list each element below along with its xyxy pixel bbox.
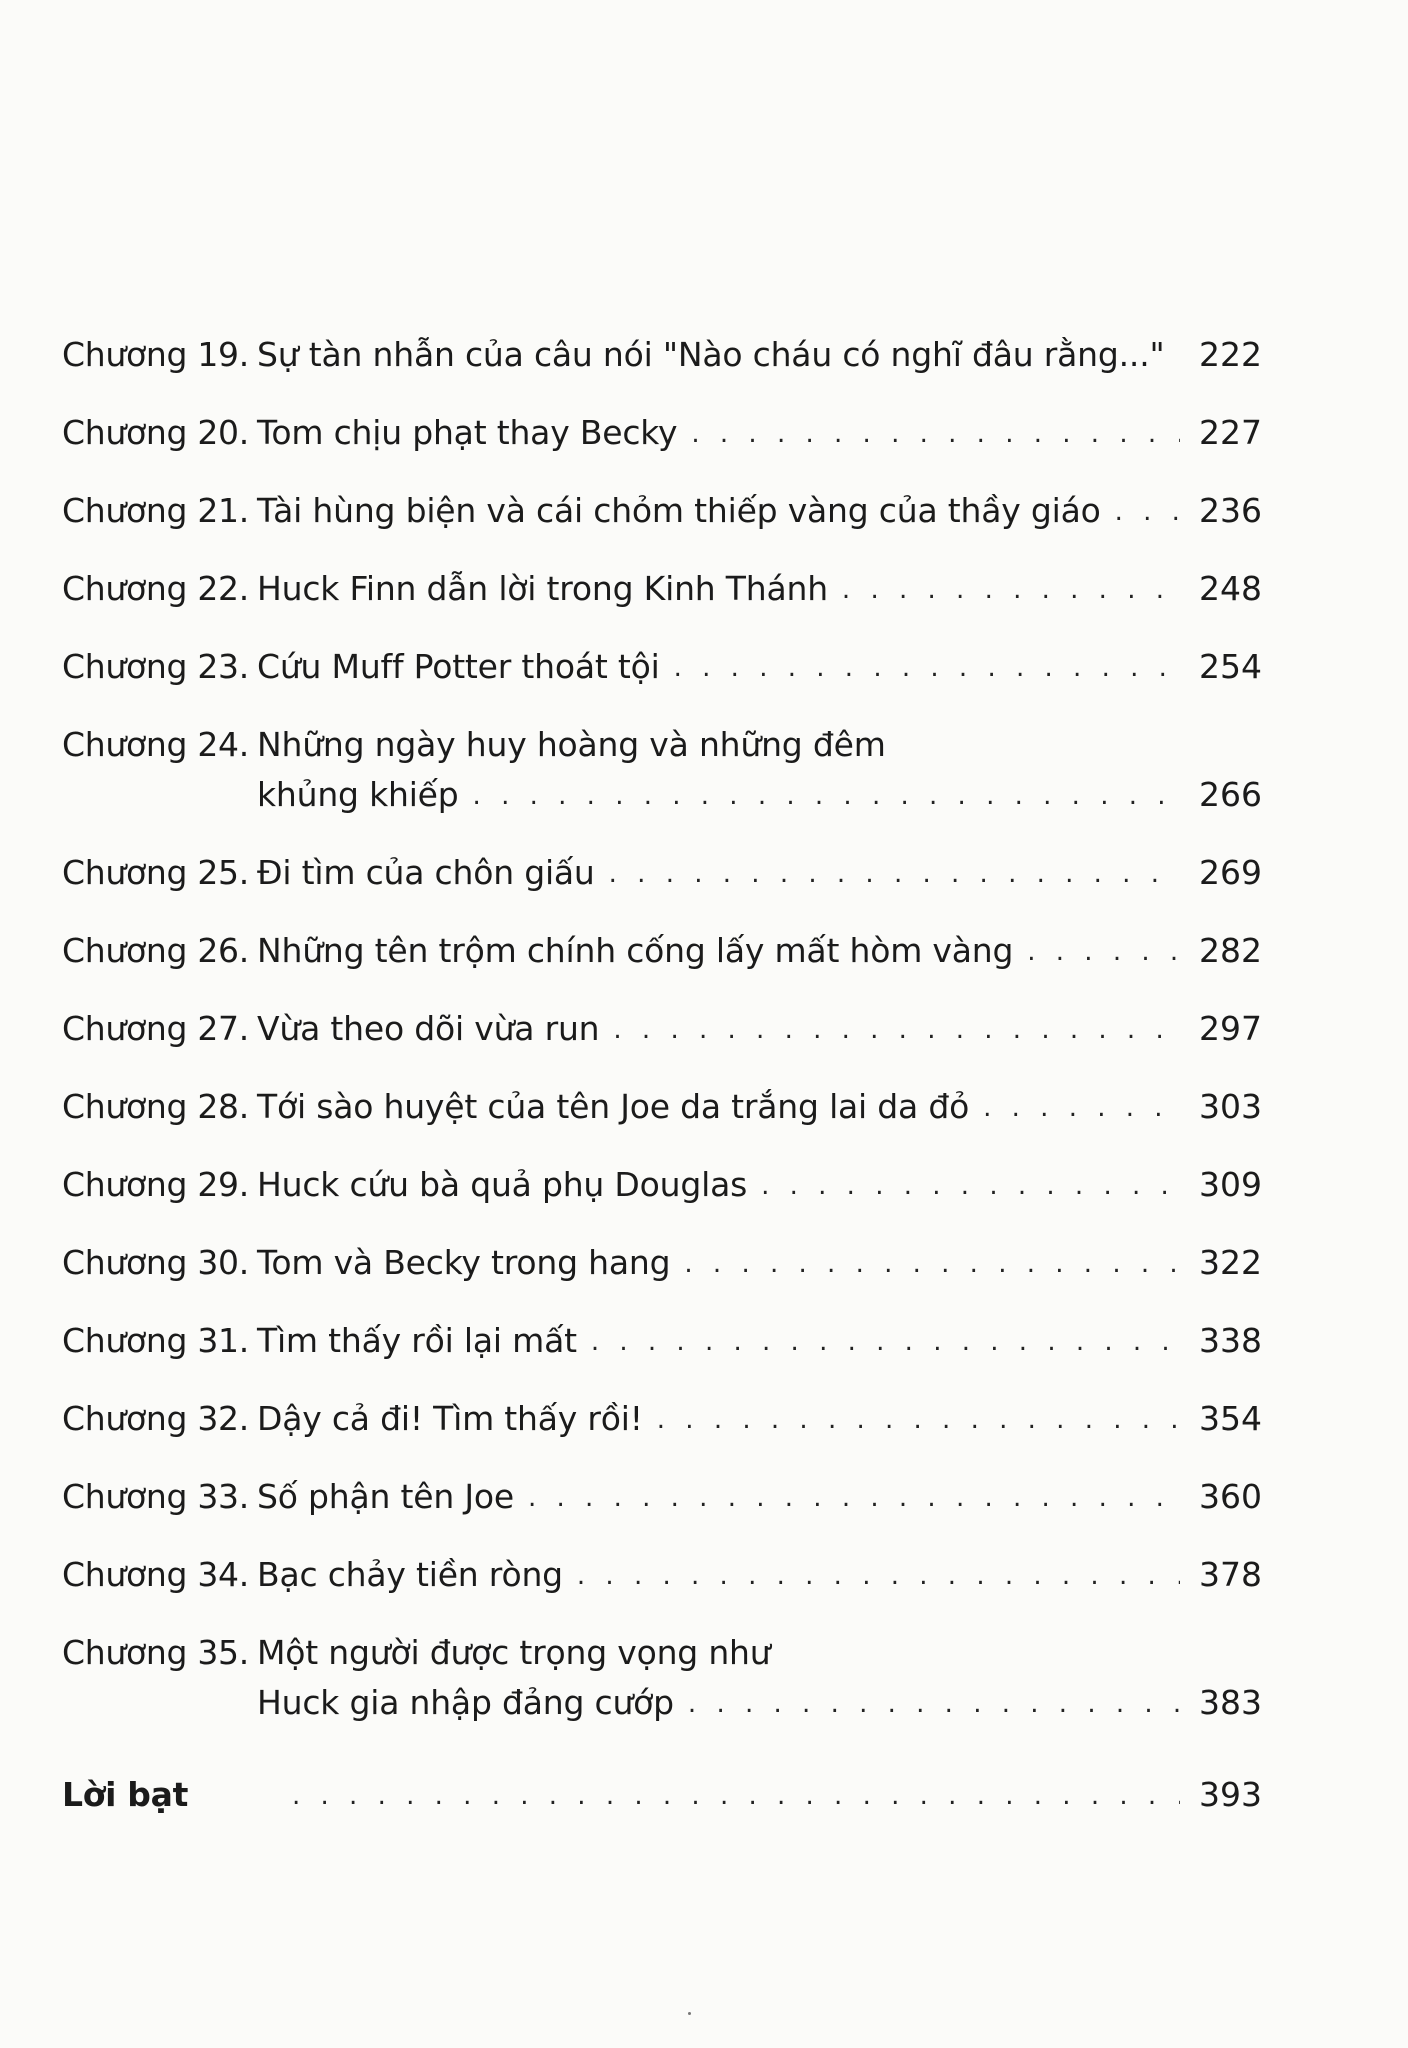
chapter-title: Bạc chảy tiền ròng [257,1555,563,1594]
chapter-title: Vừa theo dõi vừa run [257,1009,600,1048]
page-number: 248 [1199,569,1262,608]
dot-leader [1115,487,1180,537]
page-number: 236 [1199,491,1262,530]
dot-leader [688,1679,1180,1729]
dot-leader [1027,927,1180,977]
toc-entry-23 [62,642,1262,720]
toc-entry-32 [62,1394,1262,1472]
chapter-label: Chương 31. [62,1321,249,1360]
dot-leader [577,1551,1180,1601]
toc-entry-31 [62,1316,1262,1394]
chapter-label: Chương 21. [62,491,249,530]
chapter-title: Tom chịu phạt thay Becky [257,413,678,452]
chapter-label: Chương 23. [62,647,249,686]
page-number: 393 [1199,1775,1262,1814]
dot-leader [473,771,1180,821]
chapter-label: Chương 28. [62,1087,249,1126]
chapter-label: Chương 27. [62,1009,249,1048]
toc-entry-24 [62,720,1262,848]
dot-leader [691,409,1180,459]
chapter-title-continued: Huck gia nhập đảng cướp [257,1683,674,1722]
page-number: 354 [1199,1399,1262,1438]
table-of-contents [62,330,1262,1848]
chapter-label: Chương 34. [62,1555,249,1594]
chapter-title: Những ngày huy hoàng và những đêm [257,725,886,764]
dot-leader [684,1239,1180,1289]
dot-leader [292,1771,1180,1821]
dot-leader [983,1083,1180,1133]
print-speck [688,2012,691,2015]
page-number: 227 [1199,413,1262,452]
page-number: 254 [1199,647,1262,686]
chapter-title: Huck Finn dẫn lời trong Kinh Thánh [257,569,828,608]
toc-entry-30 [62,1238,1262,1316]
chapter-title: Tới sào huyệt của tên Joe da trắng lai da đỏ [257,1087,970,1126]
page-number: 266 [1199,775,1262,814]
toc-entry-29 [62,1160,1262,1238]
chapter-label: Chương 32. [62,1399,249,1438]
dot-leader [613,1005,1180,1055]
chapter-title: Huck cứu bà quả phụ Douglas [257,1165,748,1204]
afterword-label: Lời bạt [62,1775,189,1814]
page-number: 322 [1199,1243,1262,1282]
dot-leader [761,1161,1180,1211]
page-number: 383 [1199,1683,1262,1722]
chapter-label: Chương 33. [62,1477,249,1516]
chapter-label: Chương 35. [62,1633,249,1672]
page-number: 309 [1199,1165,1262,1204]
page-number: 222 [1199,335,1262,374]
toc-entry-20 [62,408,1262,486]
chapter-title: Tài hùng biện và cái chỏm thiếp vàng của thầy giáo [257,491,1101,530]
toc-entry-22 [62,564,1262,642]
chapter-title: Sự tàn nhẫn của câu nói "Nào cháu có nghĩ đâu rằng..." [257,335,1165,374]
chapter-title: Đi tìm của chôn giấu [257,853,595,892]
toc-entry-25 [62,848,1262,926]
chapter-label: Chương 30. [62,1243,249,1282]
chapter-label: Chương 25. [62,853,249,892]
toc-entry-26 [62,926,1262,1004]
chapter-label: Chương 26. [62,931,249,970]
chapter-label: Chương 29. [62,1165,249,1204]
dot-leader [528,1473,1180,1523]
toc-entry-33 [62,1472,1262,1550]
chapter-label: Chương 24. [62,725,249,764]
dot-leader [591,1317,1180,1367]
chapter-title-continued: khủng khiếp [257,775,459,814]
chapter-title: Những tên trộm chính cống lấy mất hòm vàng [257,931,1014,970]
toc-entry-afterword [62,1770,1262,1848]
page-number: 303 [1199,1087,1262,1126]
chapter-label: Chương 19. [62,335,249,374]
toc-entry-34 [62,1550,1262,1628]
chapter-title: Dậy cả đi! Tìm thấy rồi! [257,1399,643,1438]
chapter-label: Chương 20. [62,413,249,452]
dot-leader [842,565,1180,615]
toc-entry-27 [62,1004,1262,1082]
page-number: 297 [1199,1009,1262,1048]
chapter-label: Chương 22. [62,569,249,608]
chapter-title: Tìm thấy rồi lại mất [257,1321,577,1360]
dot-leader [657,1395,1180,1445]
page-number: 378 [1199,1555,1262,1594]
page-number: 282 [1199,931,1262,970]
chapter-title: Cứu Muff Potter thoát tội [257,647,660,686]
chapter-title: Một người được trọng vọng như [257,1633,771,1672]
dot-leader [674,643,1180,693]
toc-entry-19 [62,330,1262,408]
page-number: 360 [1199,1477,1262,1516]
dot-leader [609,849,1180,899]
chapter-title: Tom và Becky trong hang [257,1243,671,1282]
page-number: 269 [1199,853,1262,892]
toc-entry-21 [62,486,1262,564]
toc-entry-28 [62,1082,1262,1160]
toc-entry-35 [62,1628,1262,1756]
page-number: 338 [1199,1321,1262,1360]
chapter-title: Số phận tên Joe [257,1477,514,1516]
